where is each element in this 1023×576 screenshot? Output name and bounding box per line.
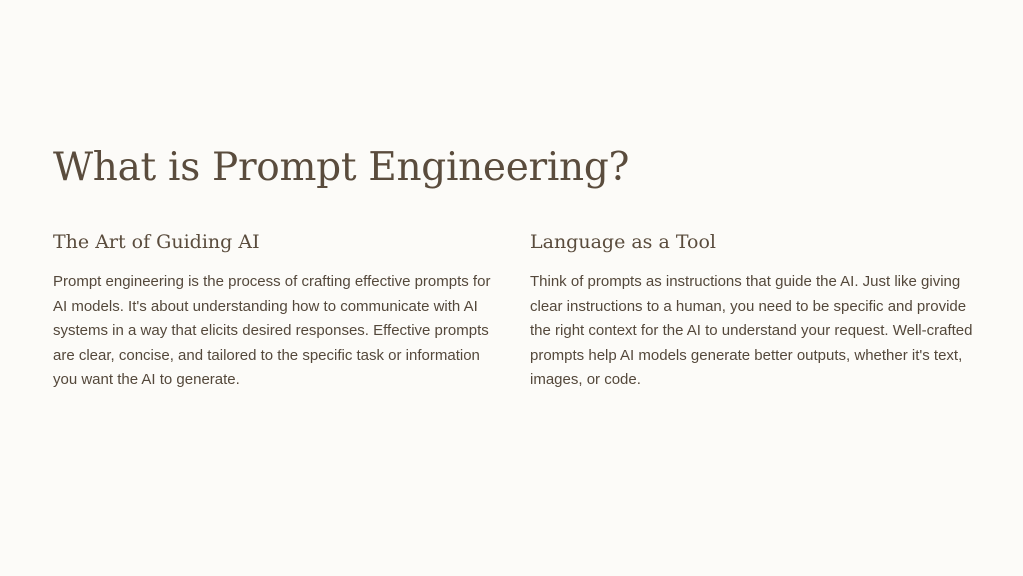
column-body: Think of prompts as instructions that guide the AI. Just like giving clear instructions to a human, you need to be specific and provide the right context for the AI to understand your request. Well-crafted prompts help AI models generate better outputs, whether it's text, images, or code. xyxy=(530,273,973,388)
column-heading: Language as a Tool xyxy=(530,231,716,253)
slide-title: What is Prompt Engineering? xyxy=(53,145,630,190)
column-art-of-guiding-ai xyxy=(53,228,493,393)
column-language-as-a-tool xyxy=(530,228,973,393)
column-body: Prompt engineering is the process of crafting effective prompts for AI models. It's about understanding how to communicate with AI systems in a way that elicits desired responses. Effective prompts are clear, concise, and tailored to the specific task or information you want the AI to generate. xyxy=(53,273,491,388)
column-heading: The Art of Guiding AI xyxy=(53,231,260,253)
